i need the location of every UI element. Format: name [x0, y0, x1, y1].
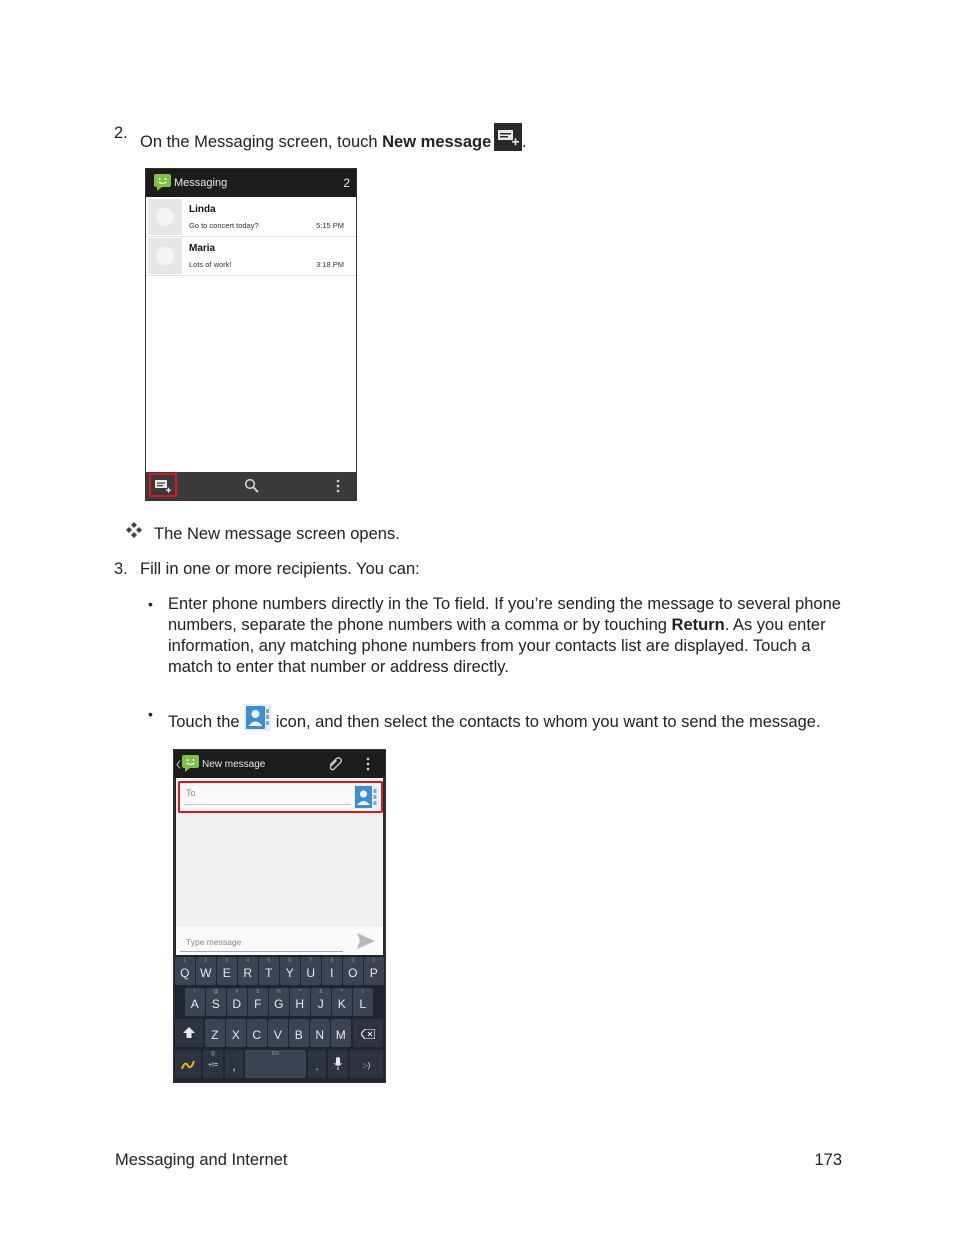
key-label: . [315, 1059, 319, 1073]
key-secondary-label: 8 [330, 958, 334, 964]
bullet-1-text-before: Enter phone numbers directly in the To field. If you’re sending the message to several phone numbers, separate the phone numbers with a comma or by touching [168, 595, 841, 634]
bullet-1-text-after: . As you enter information, any matching phone numbers from your contacts list are displayed. Touch a match to enter that number or address directly. [168, 616, 826, 676]
unread-count: 2 [343, 176, 350, 190]
step-2-text [140, 123, 526, 157]
key-m[interactable] [331, 1019, 351, 1047]
key-secondary-label: 9 [351, 958, 355, 964]
conversation-item[interactable] [146, 198, 356, 237]
key-w[interactable] [196, 957, 216, 985]
key-p[interactable] [364, 957, 384, 985]
overflow-menu-icon[interactable] [336, 479, 340, 493]
key-label: V [273, 1028, 282, 1042]
key-secondary-label: & [319, 989, 323, 995]
step-3-text: Fill in one or more recipients. You can: [140, 560, 420, 578]
messaging-screenshot [145, 168, 357, 501]
type-message-placeholder: Type message [186, 937, 242, 947]
messaging-title: Messaging [174, 177, 228, 189]
contact-name: Linda [189, 204, 216, 215]
key-label: M [335, 1028, 346, 1042]
key-secondary-label: 1 [183, 958, 187, 964]
comma-key[interactable] [225, 1050, 243, 1078]
key-label: +!= [207, 1062, 219, 1069]
key-h[interactable] [290, 988, 310, 1016]
key-u[interactable] [301, 957, 321, 985]
key-secondary-label: EN [272, 1051, 279, 1057]
key-label: Y [285, 966, 294, 980]
key-label: A [190, 997, 199, 1011]
swype-icon [181, 1060, 195, 1070]
messaging-action-bar [146, 169, 356, 197]
key-x[interactable] [226, 1019, 246, 1047]
key-q[interactable] [175, 957, 195, 985]
bullet-1-text [168, 594, 848, 678]
new-message-title: New message [202, 759, 266, 770]
key-e[interactable] [217, 957, 237, 985]
key-label: X [231, 1028, 240, 1042]
bullet-marker: • [148, 706, 153, 722]
step-2-text-before: On the Messaging screen, touch [140, 133, 383, 151]
key-j[interactable] [311, 988, 331, 1016]
key-secondary-label: 6 [288, 958, 292, 964]
key-z[interactable] [205, 1019, 225, 1047]
avatar [148, 199, 182, 235]
key-secondary-label: 4 [246, 958, 250, 964]
page-number: 173 [814, 1151, 842, 1169]
search-icon[interactable] [244, 478, 260, 494]
key-label: R [243, 966, 253, 980]
key-secondary-label: * [340, 989, 343, 995]
symbols-key[interactable] [203, 1050, 223, 1078]
key-l[interactable] [353, 988, 373, 1016]
keyboard [174, 955, 385, 1083]
step-number: 2. [114, 124, 128, 142]
key-label: G [274, 997, 284, 1011]
period-key[interactable] [308, 1050, 326, 1078]
key-s[interactable] [206, 988, 226, 1016]
swype-key[interactable] [175, 1050, 201, 1078]
contact-name: Maria [189, 243, 216, 254]
message-input-underline [180, 951, 343, 952]
key-b[interactable] [289, 1019, 309, 1047]
key-secondary-label: % [276, 989, 281, 995]
new-message-icon [494, 123, 522, 157]
key-label: T [265, 966, 273, 980]
key-i[interactable] [322, 957, 342, 985]
key-secondary-label: @ [210, 1051, 216, 1057]
contacts-icon [244, 704, 271, 737]
key-c[interactable] [247, 1019, 267, 1047]
new-message-button[interactable] [149, 473, 177, 497]
key-label: , [232, 1059, 236, 1073]
key-k[interactable] [332, 988, 352, 1016]
key-label: Z [211, 1028, 219, 1042]
shift-key[interactable] [175, 1019, 203, 1047]
key-n[interactable] [310, 1019, 330, 1047]
key-label: E [222, 966, 231, 980]
message-time: 3:18 PM [316, 260, 344, 269]
key-label: S [211, 997, 220, 1011]
key-secondary-label: # [235, 989, 239, 995]
step-number: 3. [114, 560, 128, 578]
key-label: I [330, 966, 334, 980]
messaging-app-icon [154, 174, 171, 191]
bullet-marker: • [148, 596, 153, 612]
shift-icon [183, 1027, 195, 1039]
key-secondary-label: $ [256, 989, 260, 995]
key-secondary-label: 5 [267, 958, 271, 964]
key-label: Q [180, 966, 190, 980]
avatar [148, 238, 182, 274]
result-diamond-icon [125, 521, 143, 539]
send-icon[interactable] [357, 933, 375, 949]
conversation-item[interactable] [146, 237, 356, 276]
key-secondary-label: 0 [372, 958, 376, 964]
backspace-key[interactable] [353, 1019, 383, 1047]
key-v[interactable] [268, 1019, 288, 1047]
attachment-icon[interactable] [327, 756, 343, 772]
key-secondary-label: 7 [309, 958, 313, 964]
bullet-1-bold: Return [671, 616, 725, 634]
key-label: K [337, 997, 346, 1011]
microphone-icon [334, 1057, 342, 1070]
new-message-action-bar [174, 750, 385, 778]
emoticon-key[interactable] [350, 1050, 383, 1078]
key-label: W [200, 966, 212, 980]
contacts-icon[interactable] [354, 785, 379, 809]
to-field-underline [184, 804, 351, 805]
key-label: N [315, 1028, 325, 1042]
key-secondary-label: ^ [298, 989, 301, 995]
messaging-bottom-bar [146, 472, 356, 500]
key-secondary-label: ( [361, 989, 364, 995]
key-label: J [317, 997, 324, 1011]
step-2-text-after: . [521, 133, 527, 151]
to-field[interactable] [178, 781, 383, 813]
key-r[interactable] [238, 957, 258, 985]
step-2-bold: New message [382, 133, 492, 151]
key-g[interactable] [269, 988, 289, 1016]
key-y[interactable] [280, 957, 300, 985]
message-preview: Lots of work! [189, 260, 232, 269]
key-secondary-label: 2 [204, 958, 208, 964]
key-secondary-label: 3 [225, 958, 229, 964]
message-preview: Go to concert today? [189, 221, 259, 230]
bullet-2-text-before: Touch the [168, 713, 245, 731]
key-a[interactable] [185, 988, 205, 1016]
key-secondary-label: ! [194, 989, 196, 995]
key-label: C [252, 1028, 262, 1042]
key-label: D [232, 997, 242, 1011]
footer-section: Messaging and Internet [115, 1151, 288, 1169]
backspace-icon [361, 1029, 375, 1039]
key-label: U [306, 966, 316, 980]
key-label: L [359, 997, 367, 1011]
microphone-key[interactable] [328, 1050, 348, 1078]
key-f[interactable] [248, 988, 268, 1016]
key-secondary-label: @ [213, 989, 219, 995]
new-message-screenshot [173, 749, 386, 1083]
result-text: The New message screen opens. [154, 525, 400, 543]
message-time: 5:15 PM [316, 221, 344, 230]
key-d[interactable] [227, 988, 247, 1016]
key-label: B [294, 1028, 303, 1042]
key-label: P [369, 966, 378, 980]
message-input[interactable] [176, 927, 383, 955]
new-message-icon [154, 478, 172, 494]
to-label: To [186, 788, 196, 798]
messaging-app-icon [182, 755, 199, 772]
key-label: F [254, 997, 262, 1011]
bullet-2-text [168, 704, 848, 737]
space-key[interactable] [245, 1050, 306, 1078]
key-label: O [348, 966, 358, 980]
key-o[interactable] [343, 957, 363, 985]
bullet-2-text-after: icon, and then select the contacts to whom you want to send the message. [271, 713, 821, 731]
key-t[interactable] [259, 957, 279, 985]
key-label: :-) [362, 1061, 371, 1070]
key-label: H [295, 997, 305, 1011]
overflow-menu-icon[interactable] [366, 757, 370, 771]
back-chevron-icon[interactable] [176, 760, 181, 769]
